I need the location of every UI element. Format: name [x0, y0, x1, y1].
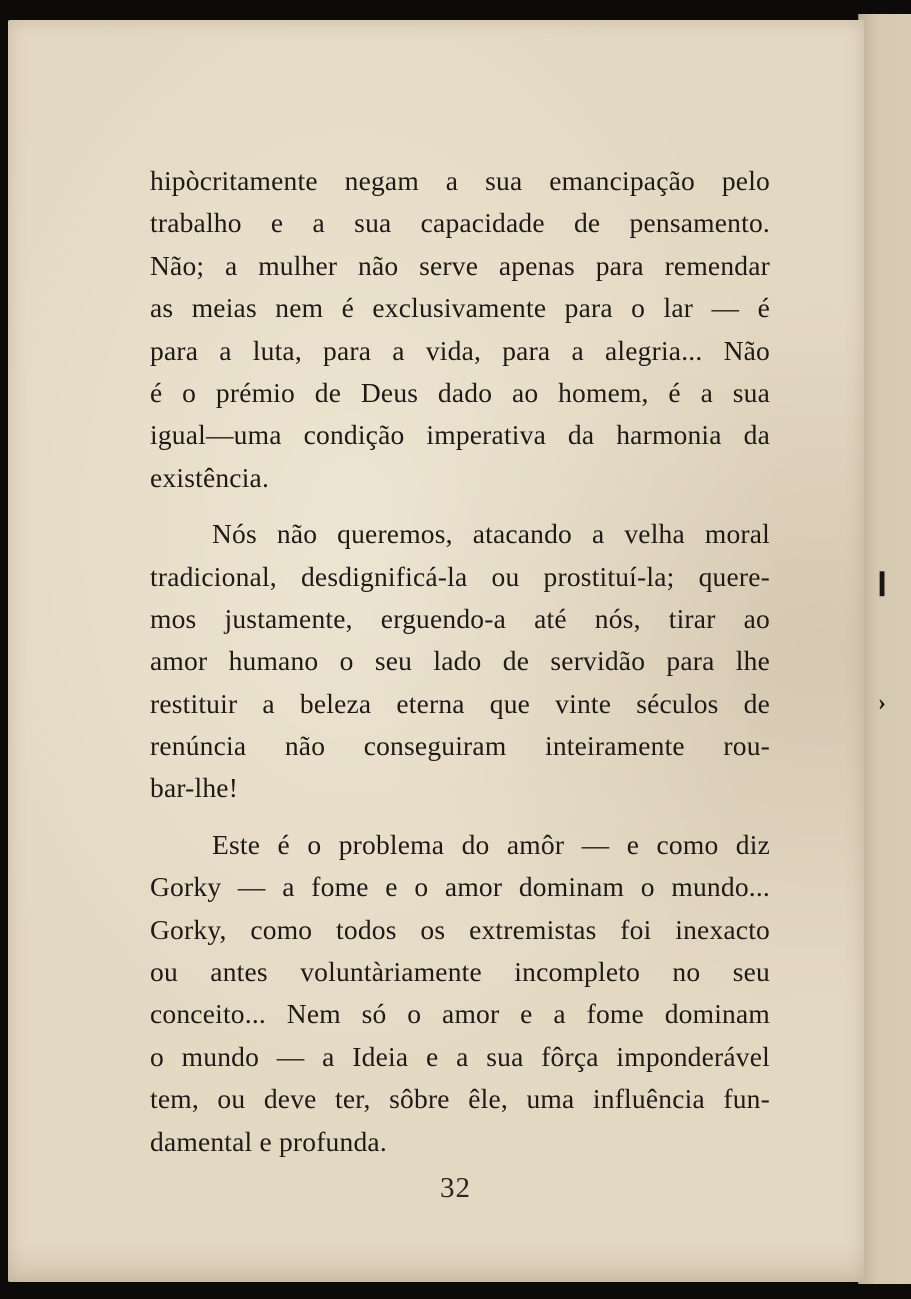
- text-line: as meias nem é exclusivamente para o lar — é: [150, 292, 770, 324]
- text-line: hipòcritamente negam a sua emancipação pelo: [150, 165, 770, 196]
- text-line: Gorky, como todos os extremistas foi inexacto: [150, 913, 770, 945]
- text-line: é o prémio de Deus dado ao homem, é a sua: [150, 376, 770, 408]
- text-line: trabalho e a sua capacidade de pensamento.: [150, 207, 770, 239]
- text-line: igual—uma condição imperativa da harmonia da: [150, 419, 770, 451]
- text-line: mos justamente, erguendo-a até nós, tirar ao: [150, 602, 770, 634]
- text-line: tradicional, desdignificá-la ou prostituí-la; quere-: [150, 560, 770, 592]
- page-number: 32: [440, 1172, 471, 1204]
- text-line: Nós não queremos, atacando a velha moral: [212, 518, 770, 550]
- text-line: restituir a beleza eterna que vinte séculos de: [150, 687, 770, 719]
- text-line: damental e profunda.: [150, 1125, 387, 1157]
- paragraph-1: [150, 160, 770, 499]
- text-line: renúncia não conseguiram inteiramente rou-: [150, 730, 770, 762]
- text-line: ou antes voluntàriamente incompleto no seu: [150, 956, 770, 988]
- paragraph-3: [150, 824, 770, 1163]
- text-line: Este é o problema do amôr — e como diz: [212, 828, 770, 860]
- text-line: Não; a mulher não serve apenas para remendar: [150, 249, 770, 281]
- text-line: existência.: [150, 461, 270, 493]
- text-line: o mundo — a Ideia e a sua fôrça imponderável: [150, 1040, 770, 1072]
- margin-mark-bracket: ❙: [872, 570, 893, 596]
- text-line: Gorky — a fome e o amor dominam o mundo...: [150, 871, 770, 903]
- text-line: bar-lhe!: [150, 772, 239, 804]
- text-line: tem, ou deve ter, sôbre êle, uma influência fun-: [150, 1083, 770, 1115]
- body-text: [150, 160, 770, 1163]
- next-page-edge: [858, 14, 911, 1284]
- margin-mark-comma: ›: [878, 690, 886, 716]
- text-line: amor humano o seu lado de servidão para lhe: [150, 645, 770, 677]
- text-line: conceito... Nem só o amor e a fome dominam: [150, 998, 770, 1030]
- paragraph-2: [150, 513, 770, 810]
- text-line: para a luta, para a vida, para a alegria... Não: [150, 334, 770, 366]
